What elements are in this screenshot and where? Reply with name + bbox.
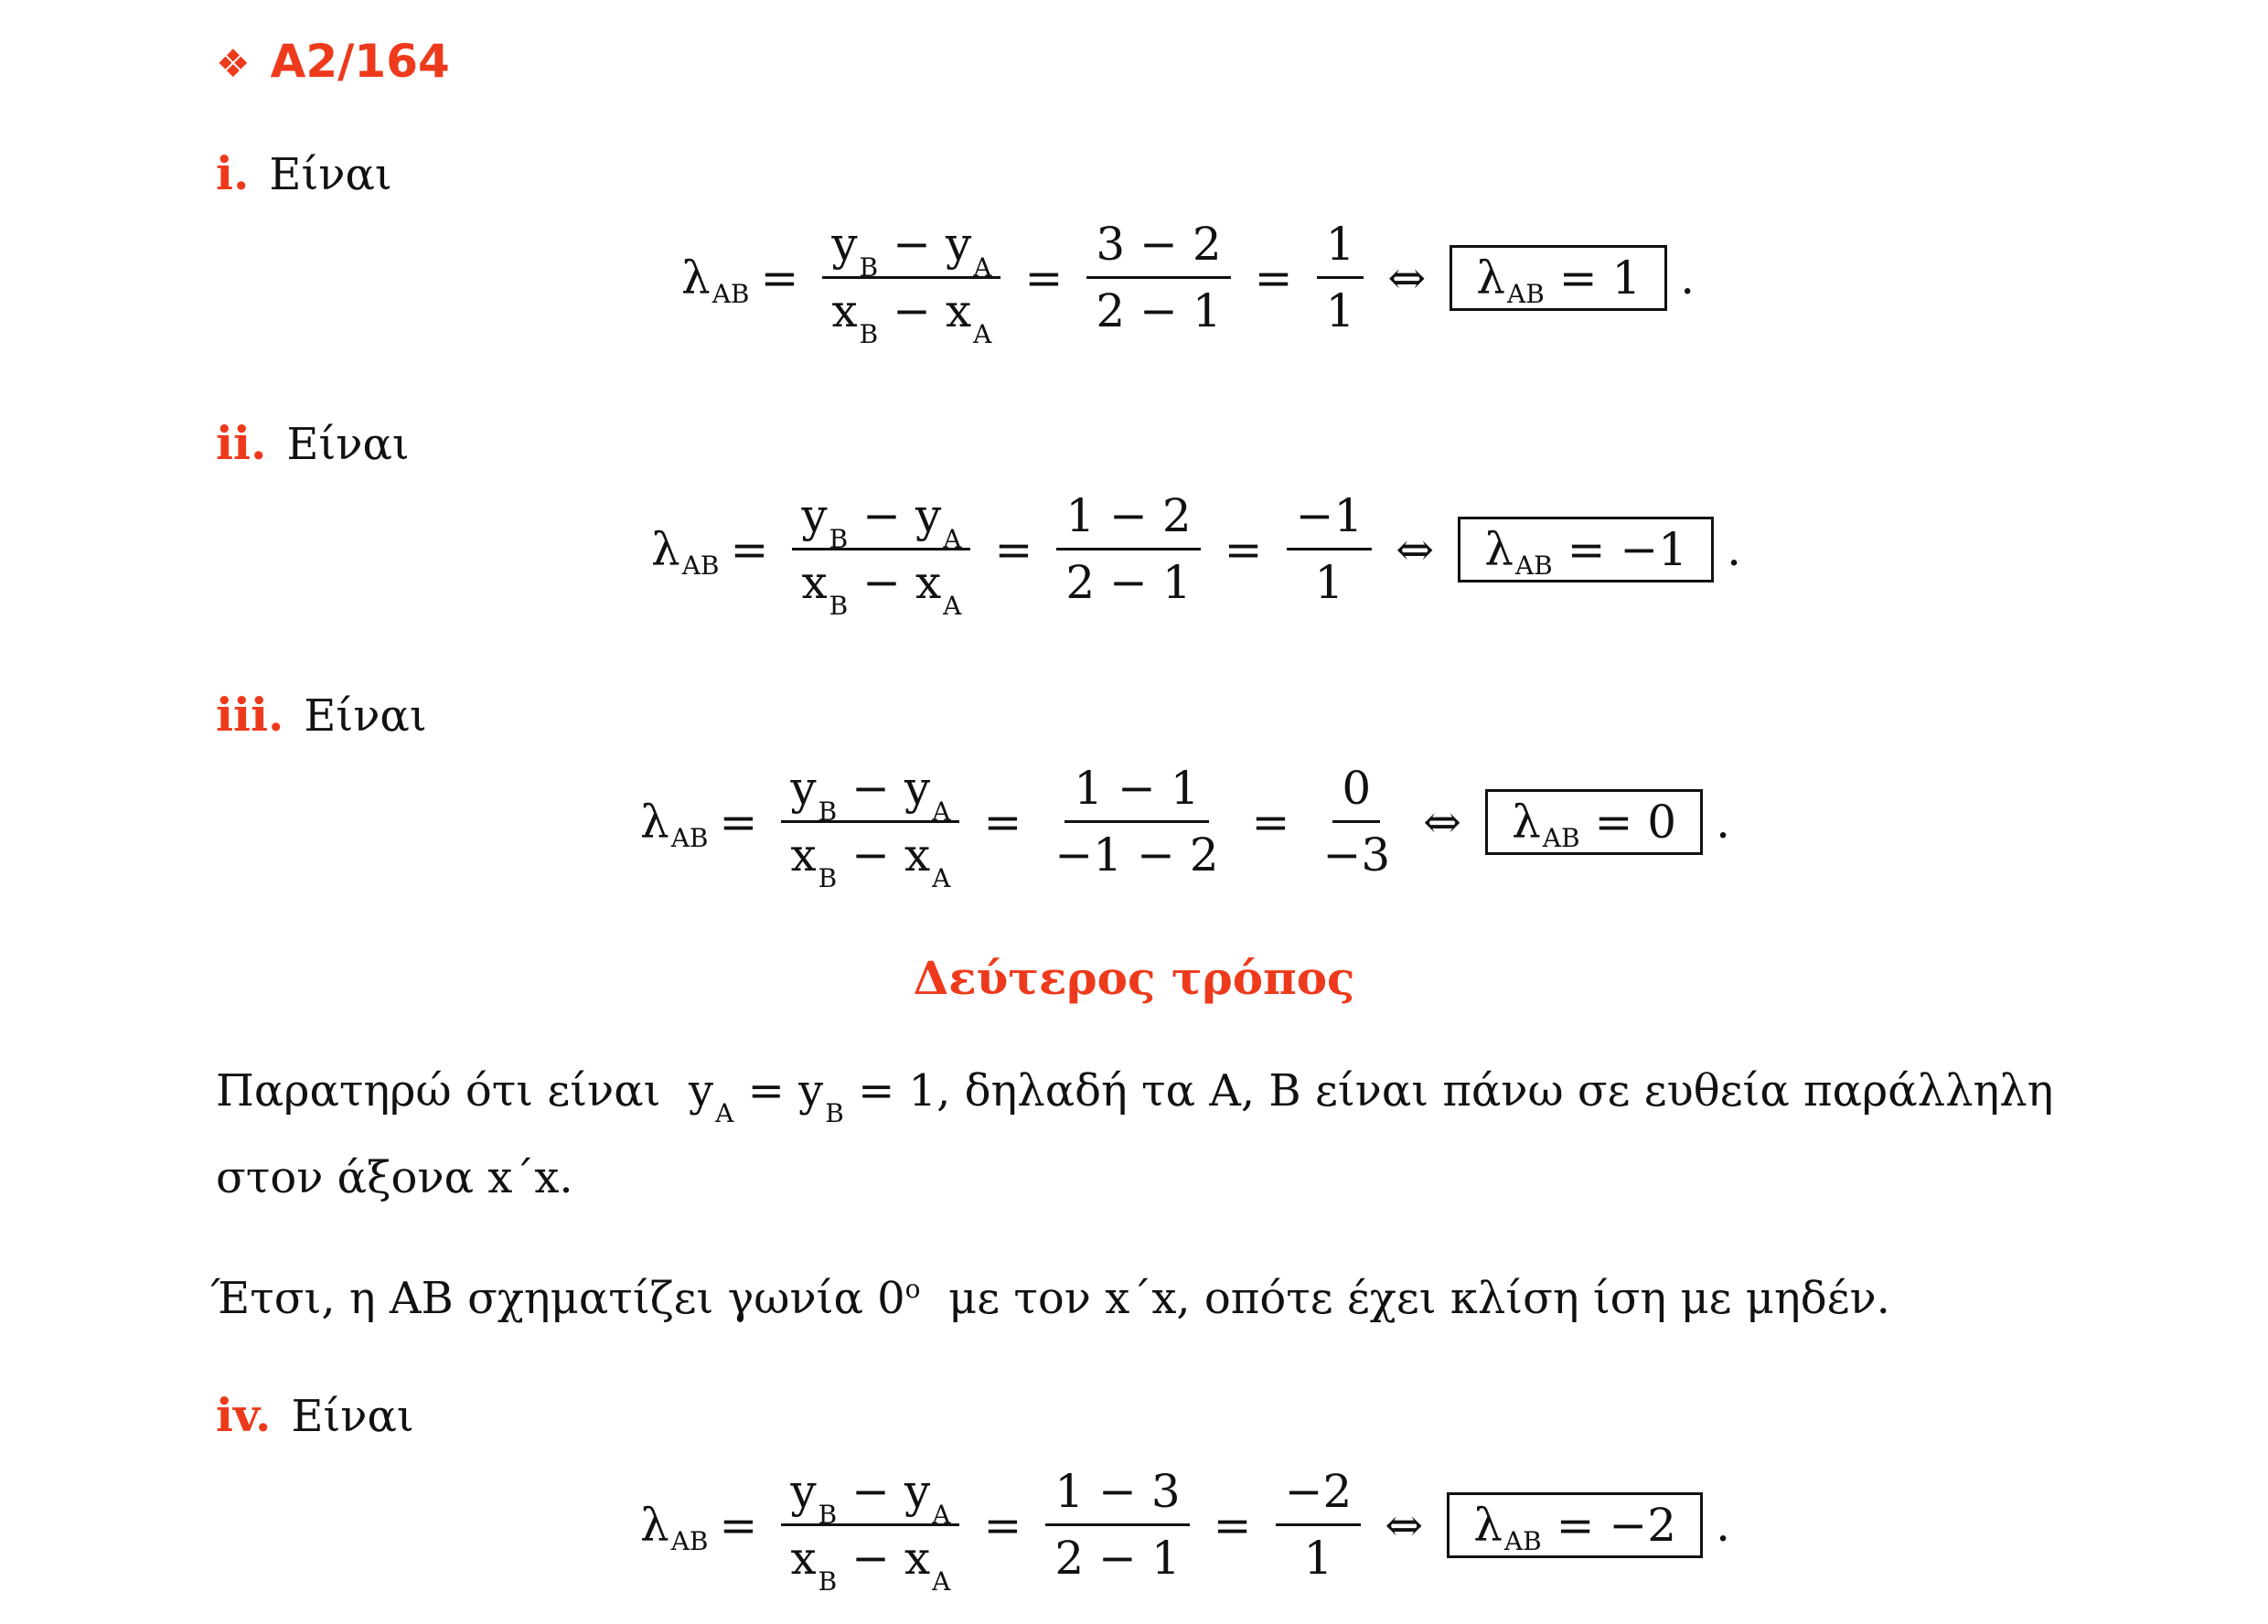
fraction-denominator: $x_B - x_A$ — [801, 556, 962, 621]
fraction-denominator: 1 — [1314, 556, 1344, 609]
period: . — [1716, 795, 1730, 849]
equals-sign: = — [1224, 522, 1263, 576]
fraction-denominator: 2 − 1 — [1065, 556, 1192, 609]
equals-sign: = — [719, 1498, 758, 1552]
fraction-denominator: 1 — [1325, 284, 1355, 337]
item-label: iii. — [216, 688, 284, 742]
equivalence-arrow: ⇔ — [1387, 251, 1427, 304]
fraction-numerator: −2 — [1276, 1465, 1362, 1526]
item-label: ii. — [216, 416, 267, 470]
fraction-numerator: 0 — [1332, 762, 1380, 823]
paragraph-observation: Παρατηρώ ότι είναι $y_A = y_B = 1$, δηλαδή τα A, B είναι πάνω σε ευθεία παράλληλη — [216, 1065, 2054, 1128]
fraction-numerator: $y_B - y_A$ — [792, 489, 970, 550]
problem-number: A2/164 — [270, 35, 450, 88]
equals-sign: = — [1213, 1498, 1252, 1552]
item-label: iv. — [216, 1388, 272, 1442]
substituted-fraction — [1056, 489, 1200, 609]
lambda-symbol: λ — [640, 1498, 669, 1552]
period: . — [1716, 1498, 1730, 1552]
equals-sign: = — [1254, 251, 1293, 304]
boxed-result: λ AB = 1 — [1450, 245, 1667, 311]
fraction-numerator: 3 − 2 — [1086, 218, 1230, 279]
fraction-numerator: $y_B - y_A$ — [822, 218, 1000, 279]
equals-sign: = — [719, 795, 758, 849]
equation-iv — [640, 1465, 1730, 1597]
equivalence-arrow: ⇔ — [1385, 1498, 1424, 1552]
fraction-numerator: 1 — [1317, 218, 1364, 279]
problem-title — [216, 35, 450, 88]
substituted-fraction — [1045, 1465, 1189, 1585]
item-iii-heading — [216, 688, 427, 742]
substituted-fraction — [1045, 762, 1227, 881]
equals-sign: = — [1251, 795, 1290, 849]
item-text: Είναι — [304, 690, 427, 742]
substituted-fraction — [1086, 218, 1230, 337]
lambda-subscript: AB — [711, 279, 750, 309]
boxed-result: λ AB = −1 — [1458, 517, 1714, 582]
simplified-fraction — [1313, 762, 1399, 881]
paragraph-conclusion — [210, 1273, 1890, 1324]
boxed-result: λ AB = 0 — [1485, 789, 1703, 855]
slope-formula-fraction — [792, 489, 970, 621]
section-heading: Δεύτερος τρόπος — [913, 951, 1355, 1005]
equation-i — [681, 218, 1696, 349]
fraction-numerator: 1 − 1 — [1064, 762, 1208, 823]
period: . — [1680, 251, 1696, 304]
fraction-denominator: 2 − 1 — [1054, 1532, 1181, 1585]
simplified-fraction — [1287, 489, 1373, 609]
equals-sign: = — [760, 251, 799, 304]
fraction-denominator: $x_B - x_A$ — [790, 828, 951, 893]
item-text: Είναι — [291, 1391, 414, 1442]
equals-sign: = — [994, 522, 1033, 576]
fraction-denominator: −1 − 2 — [1054, 828, 1219, 881]
slope-formula-fraction — [822, 218, 1000, 349]
lambda-symbol: λ — [640, 795, 669, 849]
fraction-denominator: $x_B - x_A$ — [790, 1532, 951, 1597]
lambda-subscript: AB — [681, 550, 720, 581]
boxed-result: λ AB = −2 — [1447, 1492, 1703, 1558]
paragraph-text: Έτσι, η AB σχηματίζει γωνία 0 — [210, 1273, 905, 1324]
degree-symbol: o — [904, 1274, 921, 1304]
fraction-denominator: $x_B - x_A$ — [831, 284, 992, 349]
slope-formula-fraction — [781, 762, 959, 893]
paragraph-observation-line2: στον άξονα x΄x. — [216, 1152, 573, 1203]
equivalence-arrow: ⇔ — [1423, 795, 1462, 849]
fraction-numerator: 1 − 2 — [1056, 489, 1200, 550]
period: . — [1727, 522, 1741, 576]
diamond-bullet-icon: ❖ — [216, 41, 251, 86]
equivalence-arrow: ⇔ — [1396, 522, 1435, 576]
equals-sign: = — [730, 522, 769, 576]
fraction-denominator: 2 − 1 — [1096, 284, 1222, 337]
item-ii-heading — [216, 416, 410, 470]
equation-ii — [651, 489, 1741, 621]
item-text: Είναι — [269, 149, 392, 200]
item-text: Είναι — [286, 419, 410, 470]
fraction-denominator: 1 — [1303, 1532, 1333, 1585]
paragraph-text: δηλαδή τα A, B είναι πάνω σε ευθεία παράλληλη — [964, 1065, 2054, 1116]
paragraph-text: με τον x΄x, οπότε έχει κλίση ίση με μηδέν. — [948, 1273, 1890, 1324]
lambda-symbol: λ — [651, 522, 680, 576]
fraction-denominator: −3 — [1322, 828, 1391, 881]
equals-sign: = — [1024, 251, 1064, 304]
equation-iii — [640, 762, 1730, 893]
item-i-heading — [216, 146, 392, 200]
simplified-fraction — [1317, 218, 1364, 337]
lambda-symbol: λ — [681, 251, 711, 304]
lambda-subscript: AB — [670, 823, 709, 853]
fraction-numerator: 1 − 3 — [1045, 1465, 1189, 1526]
paragraph-text: Παρατηρώ ότι είναι — [216, 1065, 661, 1116]
item-label: i. — [216, 146, 250, 200]
simplified-fraction — [1276, 1465, 1362, 1585]
fraction-numerator: $y_B - y_A$ — [781, 1465, 959, 1526]
slope-formula-fraction — [781, 1465, 959, 1597]
equals-sign: = — [983, 1498, 1022, 1552]
equals-sign: = — [983, 795, 1022, 849]
lambda-subscript: AB — [670, 1526, 709, 1556]
fraction-numerator: $y_B - y_A$ — [781, 762, 959, 823]
item-iv-heading — [216, 1388, 414, 1442]
fraction-numerator: −1 — [1287, 489, 1373, 550]
